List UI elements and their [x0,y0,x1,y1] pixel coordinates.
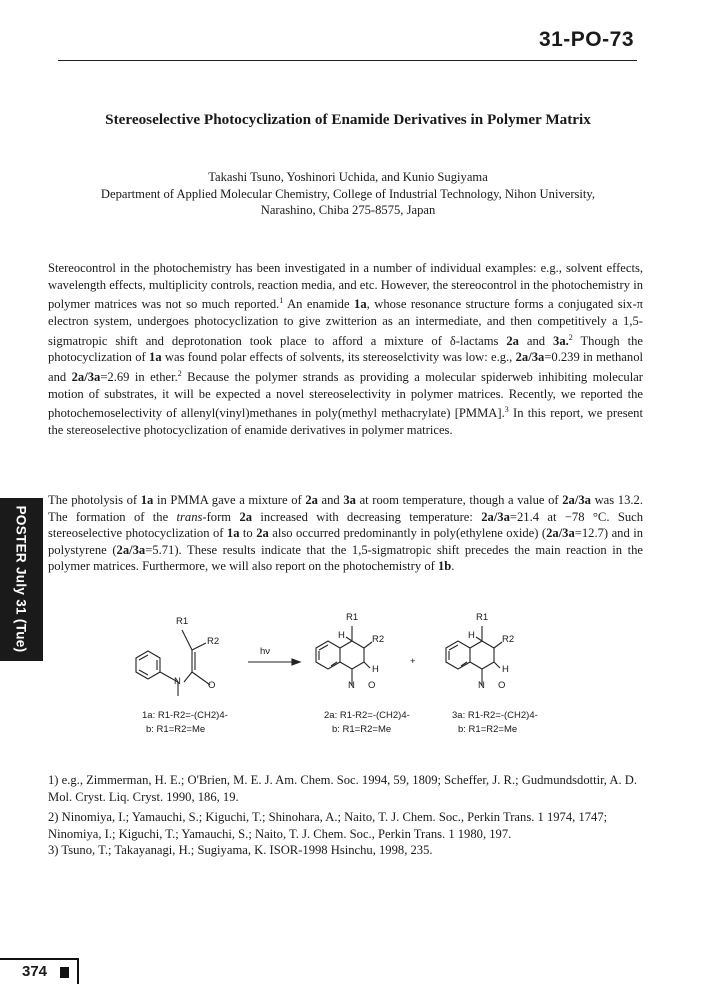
header-rule [58,60,637,61]
compound-1a-label: 1a: R1-R2=-(CH2)4- [142,710,228,721]
affiliation-line-1: Department of Applied Molecular Chemistry, College of Industrial Technology, Nihon University, [100,186,596,201]
poster-side-tab-label: POSTER July 31 (Tue) [13,505,29,653]
atom-h: H [468,630,475,641]
plus-sign: + [410,656,416,667]
compound-1b-label: b: R1=R2=Me [146,724,206,735]
results-paragraph: The photolysis of 1a in PMMA gave a mixture of 2a and 3a at room temperature, though a value of 2a/3a was 13.2. The formation of the trans-form 2a increased with decreasing temperature: 2a/3a=21.4 at −78 °C. Such stereoselective photocyclization of 1a to 2a also occurred predominantly in poly(ethylene oxide) (2a/3a=12.7) and in polystyrene (2a/3a=5.71). These results indicate that the 1,5-sigmatropic shift precedes the main reaction in the polymer matrices. Furthermore, we will also report on the photochemistry of 1b. [48,493,644,574]
reference-item: 1) e.g., Zimmerman, H. E.; O'Brien, M. E. J. Am. Chem. Soc. 1994, 59, 1809; Scheffer, J. R.; Gudmundsdottir, A. D. Mol. Cryst. Liq. Cryst. 1990, 186, 19. [48,773,638,804]
substituent-r2: R2 [502,634,515,645]
poster-code: 31-PO-73 [538,28,634,51]
atom-o: O [368,680,376,691]
citation: 3 [504,405,509,415]
citation: 2 [177,368,182,378]
compound-label: 1a [354,297,367,312]
poster-side-tab [0,498,43,661]
page-number: 374 [22,963,48,980]
compound-3a-label: 3a: R1-R2=-(CH2)4- [452,710,538,721]
reference-list [48,772,646,859]
atom-h: H [502,664,509,675]
atom-o: O [208,680,216,691]
hv-label: hν [260,646,271,657]
atom-h: H [372,664,379,675]
intro-paragraph: Stereocontrol in the photochemistry has been investigated in a number of individual examples: e.g., solvent effects, wavelength effects, multiplicity controls, reaction media, and etc. However, the stereocontrol in the photochemistry in polymer matrices was not so much reported.$^1$ An enamide 1a, whose resonance structure forms a conjugated six-π electron system, undergoes photocyclization to give zwitterion as an intermediate, and then competitively a 1,5-sigmatropic shift and deprotonation took place to afford a mixture of δ-lactams 2a and 3a.$^2$ Though the photocyclization of 1a was found polar effects of solvents, its stereoselctivity was low: e.g., 2a/3a=0.239 in methanol and 2a/3a=2.69 in ether.$^2$ Because the polymer strands as providing a molecular spiderweb inhibiting molecular motion of substrates, it will be expected a novel stereoselectivity in polymer matrices. Recently, we reported the photochemoselectivity of allenyl(vinyl)methanes in poly(methyl methacrylate) [PMMA].$^3$ In this report, we present the stereoselective photocyclization of enamide derivatives in polymer matrices. [48,261,643,438]
reference-item: 2) Ninomiya, I.; Yamauchi, S.; Kiguchi, T.; Shinohara, A.; Naito, T. J. Chem. Soc., Perkin Trans. 1 1974, 1747; Ninomiya, I.; Kiguchi, T.; Yamauchi, S.; Naito, T. J. Chem. Soc., Perkin Trans. 1 1980, 197. [48,810,608,841]
compound-3b-label: b: R1=R2=Me [458,724,518,735]
author-block [48,169,648,219]
compound-2a-label: 2a: R1-R2=-(CH2)4- [324,710,410,721]
paper-title: Stereoselective Photocyclization of Enamide Derivatives in Polymer Matrix [105,111,591,128]
atom-n: N [478,680,485,691]
citation: 1 [279,296,284,306]
substituent-r2: R2 [372,634,385,645]
substituent-r1: R1 [346,612,359,623]
square-marker-icon [60,967,69,978]
substituent-r1: R1 [176,616,189,627]
reaction-scheme [110,610,590,745]
affiliation-line-2: Narashino, Chiba 275-8575, Japan [260,203,436,217]
atom-h: H [338,630,345,641]
author-names: Takashi Tsuno, Yoshinori Uchida, and Kunio Sugiyama [208,170,488,184]
reference-item: 3) Tsuno, T.; Takayanagi, H.; Sugiyama, K. ISOR-1998 Hsinchu, 1998, 235. [48,843,433,857]
citation: 2 [568,332,573,342]
compound-2b-label: b: R1=R2=Me [332,724,392,735]
substituent-r2: R2 [207,636,220,647]
page-number-box [0,958,79,984]
atom-n: N [348,680,355,691]
substituent-r1: R1 [476,612,489,623]
atom-n: N [174,676,181,687]
atom-o: O [498,680,506,691]
